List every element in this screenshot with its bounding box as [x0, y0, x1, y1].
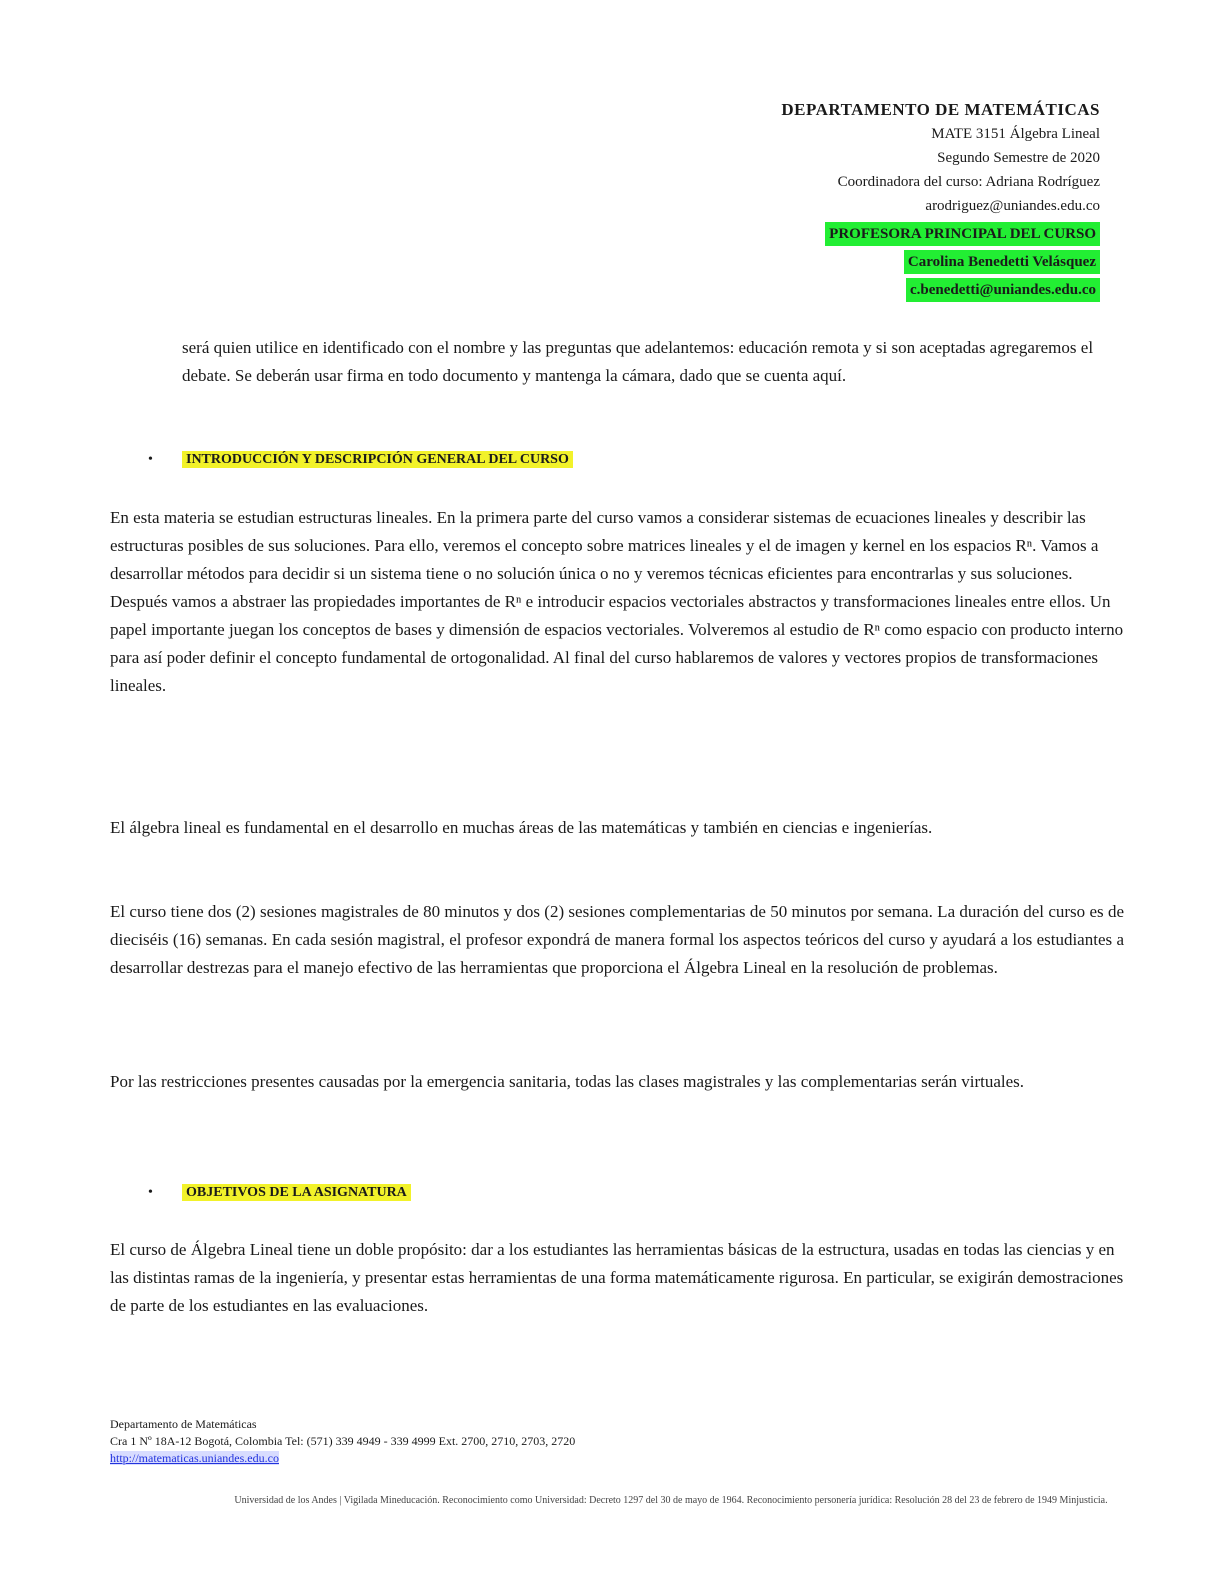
document-header [630, 98, 1100, 302]
section-title: OBJETIVOS DE LA ASIGNATURA [182, 1184, 411, 1201]
department-title: DEPARTAMENTO DE MATEMÁTICAS [781, 100, 1100, 119]
paragraph: Por las restricciones presentes causadas por la emergencia sanitaria, todas las clases magistrales y las complementarias serán virtuales. [110, 1072, 1025, 1091]
paragraph: En esta materia se estudian estructuras lineales. En la primera parte del curso vamos a considerar sistemas de ecuaciones lineales y describir las estructuras posibles de sus soluciones. Para ello, veremos el concepto sobre matrices lineales y el de imagen y kernel en los espacios Rⁿ. Vamos a desarrollar métodos para decidir si un sistema tiene o no solución única o no y veremos técnicas eficientes para encontrarlas y sus soluciones. Después vamos a abstraer las propiedades importantes de Rⁿ e introducir espacios vectoriales abstractos y transformaciones lineales entre ellos. Un papel importante juegan los conceptos de bases y dimensión de espacios vectoriales. Volveremos al estudio de Rⁿ como espacio con producto interno para así poder definir el concepto fundamental de ortogonalidad. Al final del curso hablaremos de valores y vectores propios de transformaciones lineales. [110, 508, 1124, 695]
paragraph: El curso de Álgebra Lineal tiene un doble propósito: dar a los estudiantes las herramientas básicas de la estructura, usadas en todas las ciencias y en las distintas ramas de la ingeniería, y presentar estas herramientas de una forma matemáticamente rigurosa. En particular, se exigirán demostraciones de parte de los estudiantes en las evaluaciones. [110, 1240, 1124, 1315]
bullet-icon: • [148, 452, 153, 467]
section-title: INTRODUCCIÓN Y DESCRIPCIÓN GENERAL DEL CURSO [182, 451, 573, 468]
section-heading-introduction [148, 448, 573, 472]
footer-website-link[interactable]: http://matematicas.uniandes.edu.co [110, 1451, 279, 1465]
professor-email[interactable]: c.benedetti@uniandes.edu.co [906, 278, 1100, 302]
footer-contact [110, 1416, 575, 1467]
professor-title: PROFESORA PRINCIPAL DEL CURSO [825, 222, 1100, 246]
professor-name: Carolina Benedetti Velásquez [904, 250, 1100, 274]
footer-department: Departamento de Matemáticas [110, 1417, 257, 1431]
course-code: MATE 3151 Álgebra Lineal [931, 126, 1100, 142]
paragraph: El álgebra lineal es fundamental en el desarrollo en muchas áreas de las matemáticas y también en ciencias e ingenierías. [110, 818, 933, 837]
coordinator-email[interactable]: arodriguez@uniandes.edu.co [925, 198, 1100, 214]
coordinator: Coordinadora del curso: Adriana Rodríguez [837, 174, 1100, 190]
footer-address: Cra 1 Nº 18A-12 Bogotá, Colombia Tel: (571) 339 4949 - 339 4999 Ext. 2700, 2710, 2703, 2720 [110, 1434, 576, 1448]
paragraph: El curso tiene dos (2) sesiones magistrales de 80 minutos y dos (2) sesiones complementarias de 50 minutos por semana. La duración del curso es de dieciséis (16) semanas. En cada sesión magistral, el profesor expondrá de manera formal los aspectos teóricos del curso y ayudará a los estudiantes a desarrollar destrezas para el manejo efectivo de las herramientas que proporciona el Álgebra Lineal en la resolución de problemas. [110, 902, 1124, 977]
bullet-icon: • [148, 1185, 153, 1200]
intro-paragraph: será quien utilice en identificado con el nombre y las preguntas que adelantemos: educación remota y si son aceptadas agregaremos el debate. Se deberán usar firma en todo documento y mantenga la cámara, dado que se cuenta aquí. [182, 338, 1094, 385]
semester: Segundo Semestre de 2020 [937, 150, 1100, 166]
section-heading-objectives [148, 1181, 411, 1205]
footer-legal-note: Universidad de los Andes | Vigilada Mineducación. Reconocimiento como Universidad: Decreto 1297 del 30 de mayo de 1964. Reconocimiento personería jurídica: Resolución 28 del 23 de febrero de 1949 Minjusticia. [234, 1495, 1108, 1506]
